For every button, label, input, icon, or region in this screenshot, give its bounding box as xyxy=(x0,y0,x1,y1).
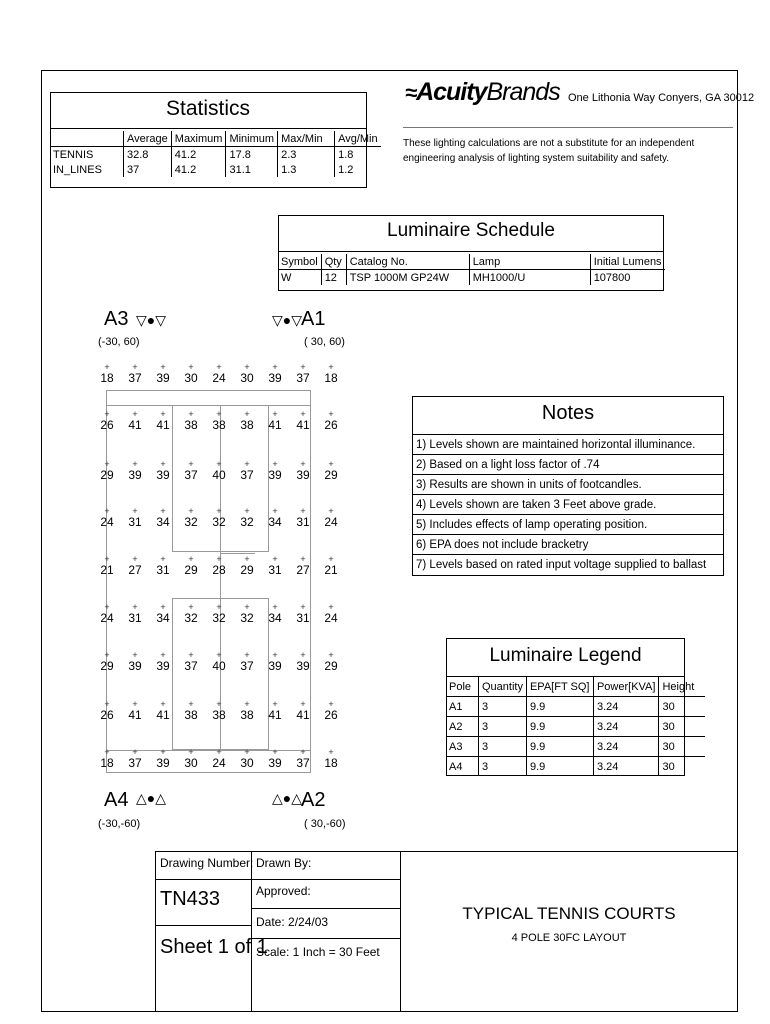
grid-point-marker: + xyxy=(132,362,138,372)
stats-row-label: TENNIS xyxy=(53,148,94,161)
grid-point-marker: + xyxy=(132,699,138,709)
grid-value: 31 xyxy=(296,515,310,529)
legend-header: Quantity xyxy=(479,677,527,697)
grid-value: 30 xyxy=(240,371,254,385)
grid-point-marker: + xyxy=(244,747,250,757)
grid-point-marker: + xyxy=(188,650,194,660)
stats-header: Maximum xyxy=(171,131,226,147)
grid-value: 27 xyxy=(128,563,142,577)
legend-header: Height xyxy=(659,677,706,697)
grid-value: 24 xyxy=(212,756,226,770)
stats-cell: 41.2 xyxy=(171,147,226,163)
grid-point-marker: + xyxy=(300,409,306,419)
grid-point-marker: + xyxy=(216,554,222,564)
grid-point-marker: + xyxy=(104,650,110,660)
grid-point-marker: + xyxy=(244,554,250,564)
grid-point-marker: + xyxy=(300,459,306,469)
grid-point-marker: + xyxy=(132,506,138,516)
note-item: 3) Results are shown in units of footcandles. xyxy=(413,475,723,495)
grid-value: 31 xyxy=(296,611,310,625)
stats-header: Minimum xyxy=(226,131,278,147)
grid-value: 41 xyxy=(268,708,282,722)
grid-value: 31 xyxy=(156,563,170,577)
grid-point-marker: + xyxy=(216,459,222,469)
grid-value: 30 xyxy=(184,756,198,770)
grid-point-marker: + xyxy=(272,699,278,709)
grid-value: 31 xyxy=(128,611,142,625)
legend-cell: 30 xyxy=(659,717,706,737)
grid-point-marker: + xyxy=(328,554,334,564)
legend-header: EPA[FT SQ] xyxy=(526,677,593,697)
grid-value: 39 xyxy=(268,756,282,770)
legend-cell: 3.24 xyxy=(593,757,659,777)
grid-value: 29 xyxy=(100,468,114,482)
drawing-title: TYPICAL TENNIS COURTS xyxy=(462,904,676,923)
grid-point-marker: + xyxy=(104,699,110,709)
schedule-cell: TSP 1000M GP24W xyxy=(346,270,469,286)
grid-value: 38 xyxy=(212,418,226,432)
grid-value: 38 xyxy=(240,708,254,722)
grid-point-marker: + xyxy=(300,747,306,757)
date: Date: 2/24/03 xyxy=(256,915,329,929)
statistics-table xyxy=(50,131,381,177)
legend-cell: 3.24 xyxy=(593,717,659,737)
grid-value: 28 xyxy=(212,563,226,577)
note-item: 5) Includes effects of lamp operating position. xyxy=(413,515,723,535)
drawing-subtitle: 4 POLE 30FC LAYOUT xyxy=(511,932,627,944)
pole-a1-label: A1 xyxy=(301,308,326,330)
grid-point-marker: + xyxy=(216,699,222,709)
legend-cell: 3.24 xyxy=(593,697,659,717)
grid-point-marker: + xyxy=(104,506,110,516)
legend-cell: A3 xyxy=(446,737,479,757)
grid-value: 37 xyxy=(128,756,142,770)
grid-value: 37 xyxy=(296,371,310,385)
grid-value: 39 xyxy=(128,468,142,482)
grid-point-marker: + xyxy=(272,506,278,516)
divider xyxy=(403,127,733,128)
legend-cell: A2 xyxy=(446,717,479,737)
grid-point-marker: + xyxy=(272,747,278,757)
grid-point-marker: + xyxy=(104,409,110,419)
approved: Approved: xyxy=(256,884,311,898)
legend-cell: 9.9 xyxy=(526,717,593,737)
grid-value: 40 xyxy=(212,659,226,673)
schedule-cell: W xyxy=(281,271,292,284)
grid-value: 34 xyxy=(156,515,170,529)
grid-value: 41 xyxy=(128,708,142,722)
grid-value: 21 xyxy=(100,563,114,577)
grid-value: 29 xyxy=(324,659,338,673)
divider xyxy=(251,879,400,880)
grid-point-marker: + xyxy=(244,409,250,419)
grid-point-marker: + xyxy=(132,459,138,469)
disclaimer-text: These lighting calculations are not a substitute for an independent engineering analysis of lighting system suitability and safety. xyxy=(403,138,695,164)
grid-value: 26 xyxy=(100,418,114,432)
grid-point-marker: + xyxy=(272,602,278,612)
grid-point-marker: + xyxy=(132,747,138,757)
grid-value: 39 xyxy=(156,756,170,770)
grid-value: 24 xyxy=(324,611,338,625)
grid-value: 39 xyxy=(156,659,170,673)
grid-value: 24 xyxy=(324,515,338,529)
grid-value: 37 xyxy=(128,371,142,385)
legend-cell: 3 xyxy=(479,717,527,737)
grid-point-marker: + xyxy=(328,459,334,469)
pole-a1-fixture-icon: ▽●▽ xyxy=(272,312,302,328)
grid-value: 39 xyxy=(156,371,170,385)
grid-value: 18 xyxy=(324,371,338,385)
grid-point-marker: + xyxy=(272,554,278,564)
schedule-cell: MH1000/U xyxy=(469,270,590,286)
grid-point-marker: + xyxy=(104,362,110,372)
notes-list xyxy=(413,434,723,574)
grid-point-marker: + xyxy=(244,650,250,660)
grid-point-marker: + xyxy=(132,554,138,564)
legend-cell: 3 xyxy=(479,697,527,717)
stats-corner xyxy=(50,131,124,147)
grid-value: 29 xyxy=(324,468,338,482)
grid-point-marker: + xyxy=(328,506,334,516)
stats-cell: 1.8 xyxy=(335,147,382,163)
grid-point-marker: + xyxy=(300,650,306,660)
grid-point-marker: + xyxy=(104,747,110,757)
grid-point-marker: + xyxy=(244,459,250,469)
stats-cell: 2.3 xyxy=(278,147,335,163)
divider xyxy=(251,938,400,939)
grid-value: 32 xyxy=(184,515,198,529)
grid-point-marker: + xyxy=(160,459,166,469)
stats-header: Avg/Min xyxy=(335,131,382,147)
grid-point-marker: + xyxy=(216,409,222,419)
grid-point-marker: + xyxy=(328,362,334,372)
grid-value: 32 xyxy=(212,611,226,625)
grid-value: 24 xyxy=(212,371,226,385)
acuity-brands-logo xyxy=(405,78,560,107)
grid-value: 18 xyxy=(100,756,114,770)
schedule-cell: 12 xyxy=(321,270,346,286)
grid-point-marker: + xyxy=(300,699,306,709)
grid-value: 37 xyxy=(296,756,310,770)
pole-a4-fixture-icon: △●△ xyxy=(136,790,166,806)
grid-point-marker: + xyxy=(160,554,166,564)
grid-value: 39 xyxy=(268,371,282,385)
stats-cell: 31.1 xyxy=(226,162,278,177)
legend-header: Pole xyxy=(449,680,472,693)
grid-value: 30 xyxy=(240,756,254,770)
schedule-title: Luminaire Schedule xyxy=(387,220,555,241)
grid-point-marker: + xyxy=(216,362,222,372)
pole-a4-coord: (-30,-60) xyxy=(98,818,141,830)
grid-point-marker: + xyxy=(160,650,166,660)
grid-value: 41 xyxy=(296,418,310,432)
grid-value: 39 xyxy=(128,659,142,673)
grid-point-marker: + xyxy=(188,362,194,372)
sheet-number: Sheet 1 of 1 xyxy=(160,936,268,958)
grid-value: 29 xyxy=(184,563,198,577)
grid-value: 32 xyxy=(240,515,254,529)
divider xyxy=(155,879,251,880)
grid-value: 27 xyxy=(296,563,310,577)
grid-value: 31 xyxy=(268,563,282,577)
grid-point-marker: + xyxy=(328,602,334,612)
logo-main: Acuity xyxy=(416,78,487,106)
pole-a1-coord: ( 30, 60) xyxy=(304,336,345,348)
divider xyxy=(251,851,252,1012)
grid-value: 32 xyxy=(212,515,226,529)
grid-value: 37 xyxy=(184,468,198,482)
brand-address: One Lithonia Way Conyers, GA 30012 xyxy=(568,92,755,104)
grid-point-marker: + xyxy=(328,650,334,660)
stats-cell: 1.2 xyxy=(335,162,382,177)
grid-point-marker: + xyxy=(216,602,222,612)
legend-header: Power[KVA] xyxy=(593,677,659,697)
pole-a2-fixture-icon: △●△ xyxy=(272,790,302,806)
stats-cell: 41.2 xyxy=(171,162,226,177)
grid-point-marker: + xyxy=(104,602,110,612)
grid-point-marker: + xyxy=(244,362,250,372)
grid-point-marker: + xyxy=(272,650,278,660)
grid-value: 39 xyxy=(156,468,170,482)
grid-point-marker: + xyxy=(216,506,222,516)
grid-point-marker: + xyxy=(188,459,194,469)
grid-point-marker: + xyxy=(216,747,222,757)
pole-a2-label: A2 xyxy=(301,789,326,811)
grid-point-marker: + xyxy=(328,409,334,419)
grid-point-marker: + xyxy=(272,409,278,419)
grid-value: 32 xyxy=(184,611,198,625)
grid-point-marker: + xyxy=(328,747,334,757)
grid-value: 37 xyxy=(240,659,254,673)
grid-point-marker: + xyxy=(188,409,194,419)
grid-value: 26 xyxy=(100,708,114,722)
divider xyxy=(278,251,664,252)
schedule-table xyxy=(278,254,665,285)
schedule-header: Initial Lumens xyxy=(590,254,664,270)
pole-a4-label: A4 xyxy=(104,789,129,811)
grid-point-marker: + xyxy=(216,650,222,660)
grid-point-marker: + xyxy=(160,602,166,612)
grid-point-marker: + xyxy=(160,409,166,419)
grid-point-marker: + xyxy=(160,506,166,516)
grid-value: 39 xyxy=(268,468,282,482)
grid-value: 26 xyxy=(324,708,338,722)
logo-rest: Brands xyxy=(486,78,560,106)
legend-cell: 30 xyxy=(659,697,706,717)
note-item: 2) Based on a light loss factor of .74 xyxy=(413,455,723,475)
grid-point-marker: + xyxy=(188,602,194,612)
grid-value: 31 xyxy=(128,515,142,529)
grid-value: 24 xyxy=(100,515,114,529)
grid-point-marker: + xyxy=(244,506,250,516)
pole-a2-coord: ( 30,-60) xyxy=(304,818,346,830)
drawn-by: Drawn By: xyxy=(256,856,312,870)
grid-value: 21 xyxy=(324,563,338,577)
drawing-number-label: Drawing Number: xyxy=(160,856,254,870)
grid-point-marker: + xyxy=(160,699,166,709)
note-item: 1) Levels shown are maintained horizontal illuminance. xyxy=(413,435,723,455)
statistics-title: Statistics xyxy=(165,97,251,120)
legend-cell: A1 xyxy=(446,697,479,717)
legend-cell: A4 xyxy=(446,757,479,777)
note-item: 4) Levels shown are taken 3 Feet above grade. xyxy=(413,495,723,515)
grid-point-marker: + xyxy=(300,554,306,564)
grid-point-marker: + xyxy=(272,459,278,469)
grid-value: 29 xyxy=(100,659,114,673)
grid-value: 39 xyxy=(296,468,310,482)
grid-value: 37 xyxy=(184,659,198,673)
schedule-cell: 107800 xyxy=(590,270,664,286)
grid-value: 39 xyxy=(268,659,282,673)
pole-a3-label: A3 xyxy=(104,308,129,330)
divider xyxy=(251,908,400,909)
baseline-top xyxy=(106,405,311,406)
grid-point-marker: + xyxy=(328,699,334,709)
grid-point-marker: + xyxy=(132,602,138,612)
legend-cell: 3.24 xyxy=(593,737,659,757)
grid-point-marker: + xyxy=(300,362,306,372)
grid-point-marker: + xyxy=(300,506,306,516)
grid-value: 18 xyxy=(100,371,114,385)
grid-value: 41 xyxy=(296,708,310,722)
grid-point-marker: + xyxy=(132,409,138,419)
schedule-header: Symbol xyxy=(278,254,321,270)
grid-value: 40 xyxy=(212,468,226,482)
schedule-header: Qty xyxy=(321,254,346,270)
grid-point-marker: + xyxy=(188,699,194,709)
schedule-header: Lamp xyxy=(469,254,590,270)
grid-point-marker: + xyxy=(244,602,250,612)
grid-point-marker: + xyxy=(188,747,194,757)
legend-table xyxy=(446,677,705,776)
drawing-number: TN433 xyxy=(160,888,221,910)
grid-value: 38 xyxy=(184,708,198,722)
grid-value: 32 xyxy=(240,611,254,625)
grid-value: 39 xyxy=(296,659,310,673)
notes-title: Notes xyxy=(541,402,595,424)
grid-value: 41 xyxy=(268,418,282,432)
grid-value: 24 xyxy=(100,611,114,625)
stats-row-label: IN_LINES xyxy=(53,163,102,176)
grid-point-marker: + xyxy=(188,506,194,516)
legend-cell: 3 xyxy=(479,757,527,777)
pole-a3-fixture-icon: ▽●▽ xyxy=(136,312,166,328)
scale: Scale: 1 Inch = 30 Feet xyxy=(256,945,380,959)
grid-value: 41 xyxy=(156,418,170,432)
legend-title: Luminaire Legend xyxy=(489,645,642,666)
grid-value: 29 xyxy=(240,563,254,577)
grid-value: 18 xyxy=(324,756,338,770)
legend-cell: 30 xyxy=(659,737,706,757)
legend-cell: 9.9 xyxy=(526,737,593,757)
grid-point-marker: + xyxy=(132,650,138,660)
grid-value: 38 xyxy=(212,708,226,722)
grid-value: 26 xyxy=(324,418,338,432)
grid-value: 38 xyxy=(184,418,198,432)
grid-point-marker: + xyxy=(244,699,250,709)
logo-mark-icon: ≈ xyxy=(405,80,417,105)
grid-point-marker: + xyxy=(272,362,278,372)
grid-value: 41 xyxy=(128,418,142,432)
grid-point-marker: + xyxy=(104,459,110,469)
legend-cell: 9.9 xyxy=(526,757,593,777)
grid-value: 37 xyxy=(240,468,254,482)
grid-value: 38 xyxy=(240,418,254,432)
stats-cell: 1.3 xyxy=(278,162,335,177)
stats-cell: 37 xyxy=(124,162,172,177)
divider xyxy=(50,128,367,129)
stats-cell: 32.8 xyxy=(124,147,172,163)
grid-value: 41 xyxy=(156,708,170,722)
grid-point-marker: + xyxy=(104,554,110,564)
divider xyxy=(155,925,251,926)
legend-cell: 3 xyxy=(479,737,527,757)
legend-cell: 30 xyxy=(659,757,706,777)
schedule-header: Catalog No. xyxy=(346,254,469,270)
stats-cell: 17.8 xyxy=(226,147,278,163)
grid-value: 34 xyxy=(268,611,282,625)
note-item: 7) Levels based on rated input voltage supplied to ballast xyxy=(413,555,723,575)
legend-cell: 9.9 xyxy=(526,697,593,717)
grid-point-marker: + xyxy=(300,602,306,612)
grid-point-marker: + xyxy=(160,747,166,757)
grid-point-marker: + xyxy=(188,554,194,564)
grid-value: 30 xyxy=(184,371,198,385)
stats-header: Average xyxy=(124,131,172,147)
pole-a3-coord: (-30, 60) xyxy=(98,336,140,348)
grid-value: 34 xyxy=(268,515,282,529)
stats-header: Max/Min xyxy=(278,131,335,147)
grid-point-marker: + xyxy=(160,362,166,372)
note-item: 6) EPA does not include bracketry xyxy=(413,535,723,555)
grid-value: 34 xyxy=(156,611,170,625)
